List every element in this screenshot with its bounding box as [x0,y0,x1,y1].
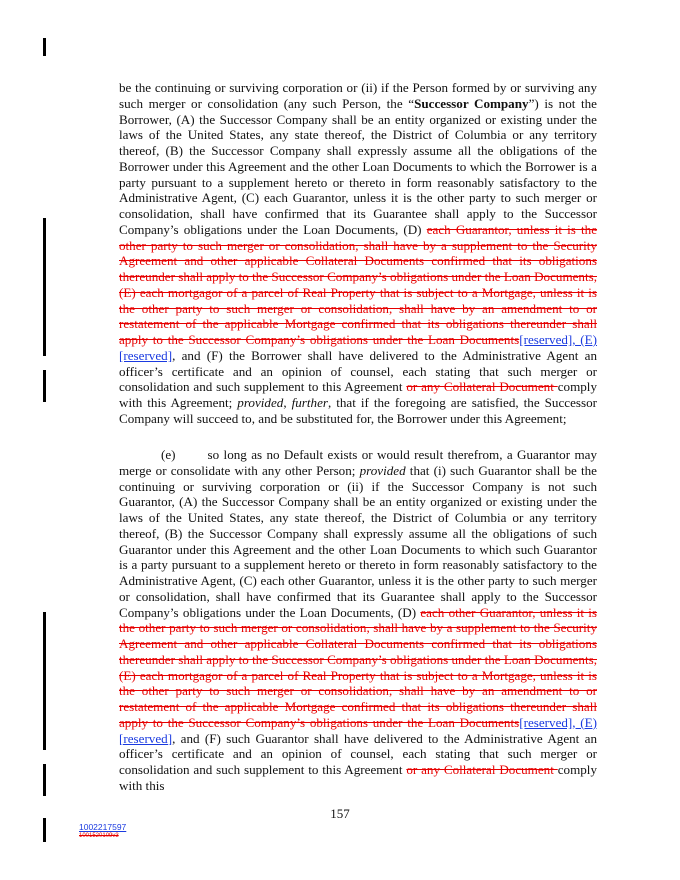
italic-text: provided [359,462,406,478]
text-run: , and (F) the Borrower shall have delivered to the Administrative Agent an officer’s certificate and an opinion of counsel, each stating that such merger or consolidation and such supplement to this Agreement [119,347,597,395]
change-bar [43,612,46,750]
italic-text: further [291,395,328,410]
defined-term: Successor Company [414,95,529,111]
inserted-text: [reserved], (E) [reserved] [119,332,597,363]
deleted-text: or any Collateral Document [406,762,558,777]
text-run: , [283,395,292,410]
text-run: so long as no Default exists or would result therefrom, a Guarantor may merge or consolidate with any other Person; [119,447,597,478]
change-bar [43,370,46,402]
merger-paragraph-guarantor [119,447,597,794]
document-id-deleted: 1001520109v3 [79,833,119,839]
text-run: comply with this [119,762,597,793]
inserted-text: [reserved], (E) [reserved] [119,714,597,746]
page-number: 157 [330,806,350,821]
text-run: , that if the foregoing are satisfied, the Successor Company will succeed to, and be substituted for, the Borrower under this Agreement; [119,395,598,426]
section-label: (e) [161,447,176,462]
text-run: comply with this Agreement; [119,379,597,410]
merger-paragraph-borrower [119,80,597,427]
deleted-text: or any Collateral Document [406,379,558,395]
change-bar [43,764,46,796]
change-bar [43,38,46,56]
deleted-text: each Guarantor, unless it is the other party to such merger or consolidation, shall have by a supplement to the Security Agreement and other applicable Collateral Documents confirmed that its obligations thereunder shall apply to the Successor Company’s obligations under the Loan Documents, (E) each mortgagor of a parcel of Real Property that is subject to a Mortgage, unless it is the other party to such merger or consolidation, shall have by an amendment to or restatement of the applicable Mortgage confirmed that its obligations thereunder shall apply to the Successor Company’s obligations under the Loan Documents [119,221,598,347]
document-id: 1002217597 [79,822,127,832]
change-bar [43,218,46,356]
text-run: ”) is not the Borrower, (A) the Successor Company shall be an entity organized or existing under the laws of the United States, any state thereof, the District of Columbia or any territory thereof, (B) the Successor Company shall expressly assume all the obligations of the Borrower under this Agreement and the other Loan Documents to which the Borrower is a party pursuant to a supplement hereto or thereto in form reasonably satisfactory to the Administrative Agent, (C) each Guarantor, unless it is the other party to such merger or consolidation, shall have confirmed that its Guarantee shall apply to the Successor Company’s obligations under the Loan Documents, (D) [119,95,597,237]
text-run: , and (F) such Guarantor shall have delivered to the Administrative Agent an officer’s certificate and an opinion of counsel, each stating that such merger or consolidation and such supplement to this Agreement [119,730,597,777]
italic-text: provided [237,395,284,410]
text-run: that (i) such Guarantor shall be the continuing or surviving corporation or (ii) if the Successor Company is not such Guarantor, (A) the Successor Company shall be an entity organized or existing under the laws of the United States, any state thereof, the District of Columbia or any territory thereof, (B) the Successor Company shall expressly assume all the obligations of such Guarantor under this Agreement and the other Loan Documents to which such Guarantor is a party pursuant to a supplement hereto or thereto in form reasonably satisfactory to the Administrative Agent, (C) each other Guarantor, unless it is the other party to such merger or consolidation, shall have confirmed that its Guarantee shall apply to the Successor Company’s obligations under the Loan Documents, (D) [119,462,597,620]
deleted-text: each other Guarantor, unless it is the other party to such merger or consolidation, shall have by a supplement to the Security Agreement and other applicable Collateral Documents confirmed that its obligations thereunder shall apply to the Successor Company’s obligations under the Loan Documents, (E) each mortgagor of a parcel of Real Property that is subject to a Mortgage, unless it is the other party to such merger or consolidation, shall have by an amendment to or restatement of the applicable Mortgage confirmed that its obligations thereunder shall apply to the Successor Company’s obligations under the Loan Documents [119,604,598,730]
text-run: be the continuing or surviving corporation or (ii) if the Person formed by or surviving any such merger or consolidation (any such Person, the “ [119,80,597,111]
